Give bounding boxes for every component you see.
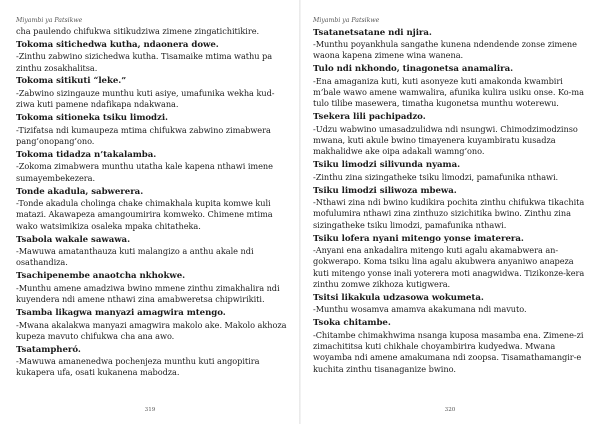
proverb-heading: Tsabola wakale sawawa. xyxy=(16,234,131,245)
proverb-heading: Tsiku limodzi siliwoza mbewa. xyxy=(313,185,457,196)
proverb-explanation: -Tonde akadula cholinga chake chimakhala kupita komwe kuli matazi. Akawapeza amangoumirira komweko. Chimene mtima wako watsimikiza osaleka mpaka chitatheka. xyxy=(16,198,273,231)
proverb-explanation: -Munthu wosamva amamva akakumana ndi mavuto. xyxy=(313,304,527,315)
proverb-explanation: -Zinthu zina sizingatheke tsiku limodzi, pamafunika nthawi. xyxy=(313,171,559,182)
proverb-entry xyxy=(16,40,289,74)
proverb-explanation: -Chitambe chimakhwima nsanga kuposa masamba ena. Zimene-zi zimachititsa kuti chikhale choyambirira kudyedwa. Mwana woyamba ndi amene amakumana ndi zoopsa. Tisamathamangir-e kuchita zinthu tisanaganize bwino. xyxy=(313,329,584,374)
proverb-explanation: -Munthu amene amadziwa bwino mmene zinthu zimakhalira ndi kuyendera ndi amene nthawi zina amabweretsa chipwirikiti. xyxy=(16,282,280,305)
proverb-explanation: -Mawuwa amanenedwa pochenjeza munthu kuti angopitira kukapera ufa, osati kukanena mabodza. xyxy=(16,356,260,378)
proverb-entry xyxy=(313,64,588,109)
proverb-entry xyxy=(313,186,588,231)
proverb-entry xyxy=(16,235,289,269)
proverb-heading: Tsamba likagwa manyazi amagwira mtengo. xyxy=(16,307,226,318)
proverb-heading: Tokoma sitikuti “leke.” xyxy=(16,76,127,87)
proverb-entry xyxy=(16,308,289,342)
proverb-entry xyxy=(313,234,588,291)
proverb-entry xyxy=(16,113,289,147)
proverb-explanation: -Mawuwa amatanthauza kuti malangizo a anthu akale ndi osathandiza. xyxy=(16,246,254,268)
proverb-heading: Tsitsi likakula udzasowa wokumeta. xyxy=(313,292,484,303)
proverb-entry xyxy=(313,112,588,157)
proverb-entry xyxy=(16,345,289,379)
proverb-entry xyxy=(313,160,588,183)
proverb-explanation: -Tizifatsa ndi kumaupeza mtima chifukwa zabwino zimabwera pang’onopang’ono. xyxy=(16,124,271,147)
intro-line: cha paulendo chifukwa sitikudziwa zimene zingatichitikire. xyxy=(16,26,260,36)
page-number: 319 xyxy=(144,407,156,413)
proverb-explanation: -Udzu wabwino umasadzulidwa ndi nsungwi. Chimodzimodzinso mwana, kuti akule bwino timayenera kuyambiratu kusadza makhalidwe ake oipa adakali wamng’ono. xyxy=(313,123,578,157)
proverb-heading: Tsachipenembe anaotcha nkhokwe. xyxy=(16,271,186,282)
proverb-explanation: -Zinthu zabwino sizichedwa kutha. Tisamaike mtima wathu pa zinthu zosakhalitsa. xyxy=(16,51,273,73)
proverb-heading: Tsatampheró. xyxy=(16,344,81,355)
proverb-entry xyxy=(313,318,588,375)
running-header: Miyambi ya Patsikwe xyxy=(16,17,83,24)
proverb-heading: Tsekera lili pachipadzo. xyxy=(313,112,426,123)
proverb-heading: Tsoka chitambe. xyxy=(313,318,391,329)
proverb-heading: Tokoma tidadza n’takalamba. xyxy=(16,149,157,160)
proverb-entry xyxy=(313,28,588,62)
proverb-explanation: -Zokoma zimabwera munthu utatha kale kapena nthawi imene sumayembekezera. xyxy=(16,161,273,183)
proverb-heading: Tsatanetsatane ndi njira. xyxy=(313,27,432,38)
proverb-entry xyxy=(16,187,289,232)
proverb-explanation: -Ena amaganiza kuti, kuti asonyeze kuti amakonda kwambiri m’bale wawo amene wamwalira, afunika kulira usiku onse. Ko-ma tulo tilibe masewera, timatha kugonetsa munthu woterewu. xyxy=(313,75,584,109)
proverb-entry xyxy=(16,150,289,184)
proverb-heading: Tulo ndi nkhondo, tinagonetsa anamalira. xyxy=(313,64,514,75)
proverb-entry xyxy=(313,293,588,316)
proverb-heading: Tsiku limodzi silivunda nyama. xyxy=(313,160,461,171)
proverb-entry xyxy=(16,76,289,110)
running-header: Miyambi ya Patsikwe xyxy=(313,17,380,24)
proverb-heading: Tokoma sitichedwa kutha, ndaonera dowe. xyxy=(16,39,219,50)
right-page xyxy=(300,0,600,424)
proverb-explanation: -Anyani ena ankadalira mitengo kuti agalu akamabwera an-gokwerapo. Koma tsiku lina agalu akubwera anyaniwo anapeza kuti mitengo yonse inali yoterera moti anagwidwa. Tizikonze-kera zinthu zomwe zikhoza kutigwera. xyxy=(313,245,585,290)
proverb-heading: Tonde akadula, sabwerera. xyxy=(16,186,144,197)
proverb-heading: Tokoma sitioneka tsiku limodzi. xyxy=(16,113,168,124)
page-number: 320 xyxy=(444,407,456,413)
proverb-explanation: -Munthu poyankhula sangathe kunena ndendende zonse zimene waona kapena zimene wina wanena. xyxy=(313,39,577,61)
proverb-explanation: -Mwana akalakwa manyazi amagwira makolo ake. Makolo akhoza kupeza mavuto chifukwa cha ana awo. xyxy=(16,319,287,341)
proverb-explanation: -Nthawi zina ndi bwino kudikira pochita zinthu chifukwa tikachita mofulumira nthawi zina zinthuzo sizichitika bwino. Zinthu zina sizingatheke tsiku limodzi, pamafunika nthawi. xyxy=(313,197,585,230)
proverb-entry xyxy=(16,271,289,305)
proverb-heading: Tsiku lofera nyani mitengo yonse imaterera. xyxy=(313,233,524,244)
proverb-explanation: -Zabwino sizingauze munthu kuti asiye, umafunika wekha kud-ziwa kuti pamene ndafikapa ndakwana. xyxy=(16,88,275,110)
